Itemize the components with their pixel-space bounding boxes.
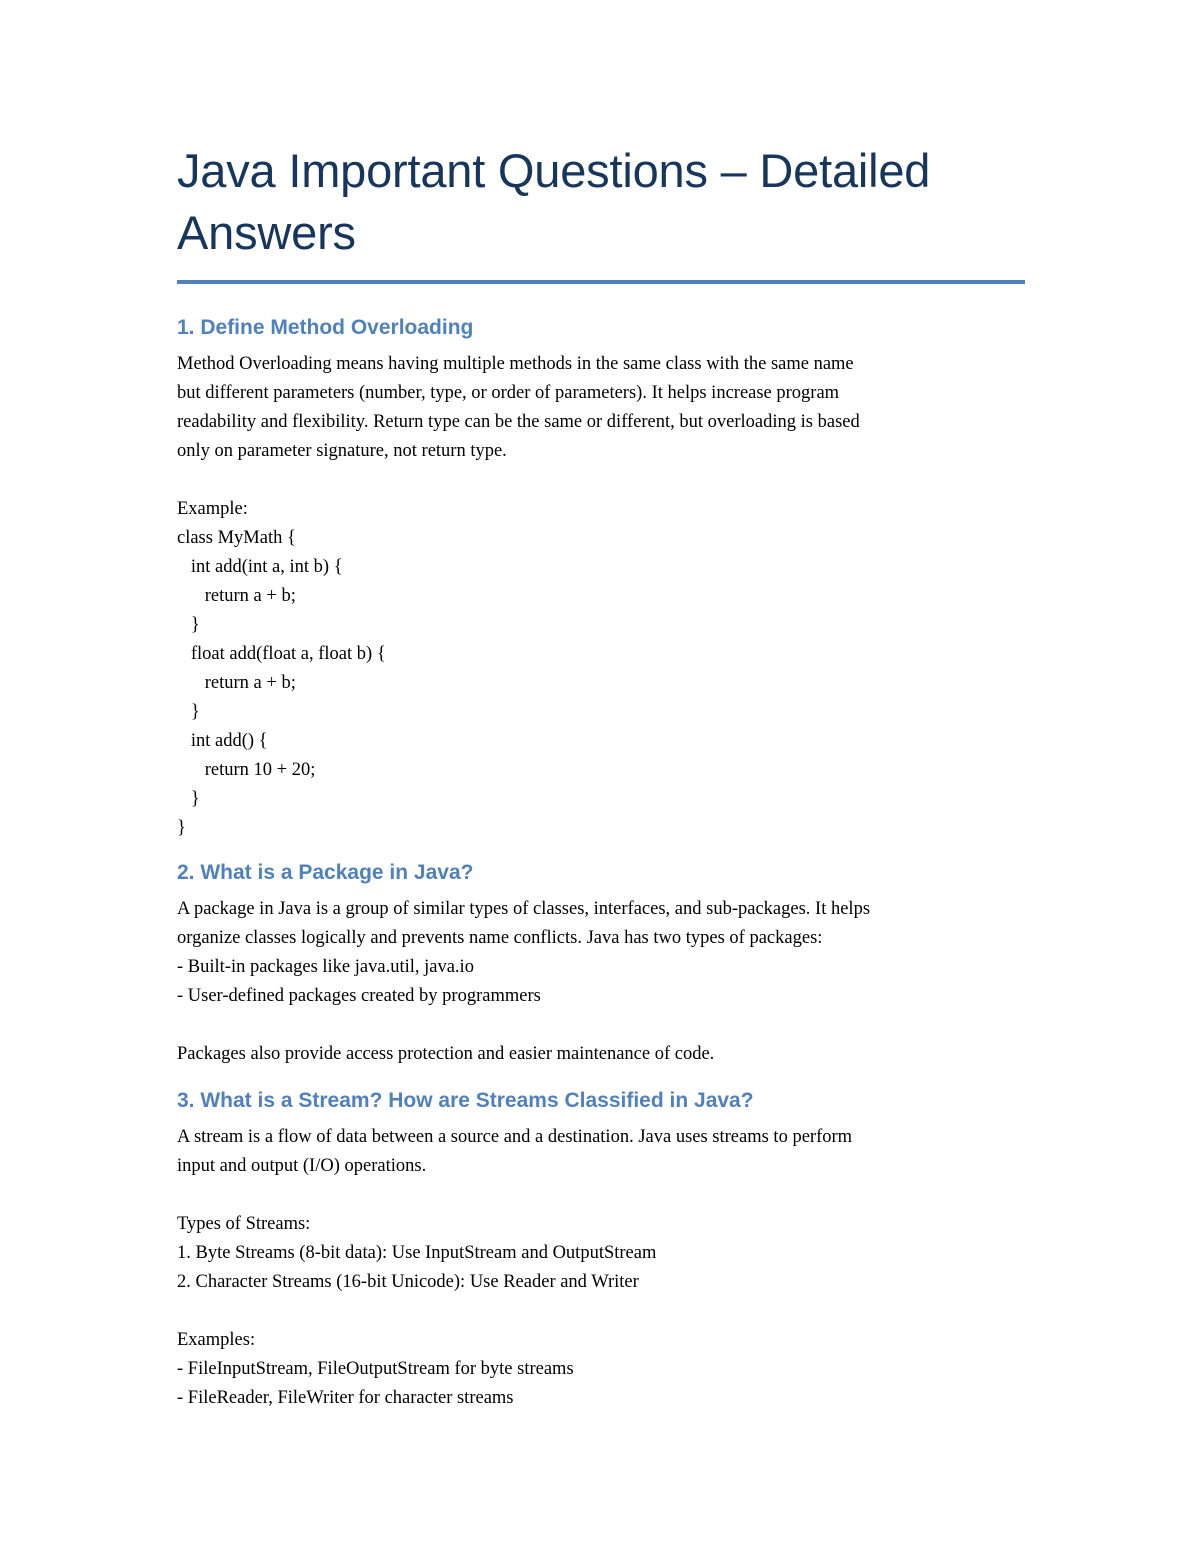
document-content [177,140,1025,1413]
blank-line [177,466,1025,495]
code-line: } [177,789,200,809]
body-line: only on parameter signature, not return type. [177,441,507,461]
section-body-method-overloading [177,350,1025,843]
blank-line [177,1011,1025,1040]
code-line: } [177,702,200,722]
code-line: float add(float a, float b) { [177,644,386,664]
list-item: 2. Character Streams (16-bit Unicode): Use Reader and Writer [177,1272,639,1292]
body-line: A package in Java is a group of similar types of classes, interfaces, and sub-packages. It helps [177,899,871,919]
code-line: return 10 + 20; [177,760,316,780]
code-line: int add() { [177,731,268,751]
section-heading-method-overloading: 1. Define Method Overloading [177,316,474,339]
body-line: Method Overloading means having multiple methods in the same class with the same name [177,354,854,374]
body-line: A stream is a flow of data between a source and a destination. Java uses streams to perform [177,1127,853,1147]
code-line: } [177,615,200,635]
body-line: Types of Streams: [177,1214,311,1234]
document-title [177,140,1025,264]
blank-line [177,1297,1025,1326]
title-line: Java Important Questions – Detailed [177,144,931,197]
code-line: } [177,818,186,838]
code-line: int add(int a, int b) { [177,557,343,577]
code-line: class MyMath { [177,528,296,548]
example-label: Example: [177,499,248,519]
section-heading-streams: 3. What is a Stream? How are Streams Classified in Java? [177,1089,754,1112]
body-line: but different parameters (number, type, or order of parameters). It helps increase program [177,383,840,403]
list-item: - FileInputStream, FileOutputStream for byte streams [177,1359,574,1379]
section-heading-package: 2. What is a Package in Java? [177,861,474,884]
list-item: - FileReader, FileWriter for character streams [177,1388,514,1408]
blank-line [177,1181,1025,1210]
code-line: return a + b; [177,673,296,693]
body-line: organize classes logically and prevents name conflicts. Java has two types of packages: [177,928,823,948]
list-item: - User-defined packages created by programmers [177,986,541,1006]
code-line: return a + b; [177,586,296,606]
section-body-streams [177,1123,1025,1413]
list-item: 1. Byte Streams (8-bit data): Use InputStream and OutputStream [177,1243,657,1263]
body-line: input and output (I/O) operations. [177,1156,427,1176]
list-item: - Built-in packages like java.util, java.io [177,957,474,977]
section-body-package [177,895,1025,1069]
title-line: Answers [177,206,356,259]
body-line: Packages also provide access protection and easier maintenance of code. [177,1044,715,1064]
body-line: readability and flexibility. Return type can be the same or different, but overloading is based [177,412,860,432]
body-line: Examples: [177,1330,256,1350]
title-underline-rule [177,280,1025,284]
